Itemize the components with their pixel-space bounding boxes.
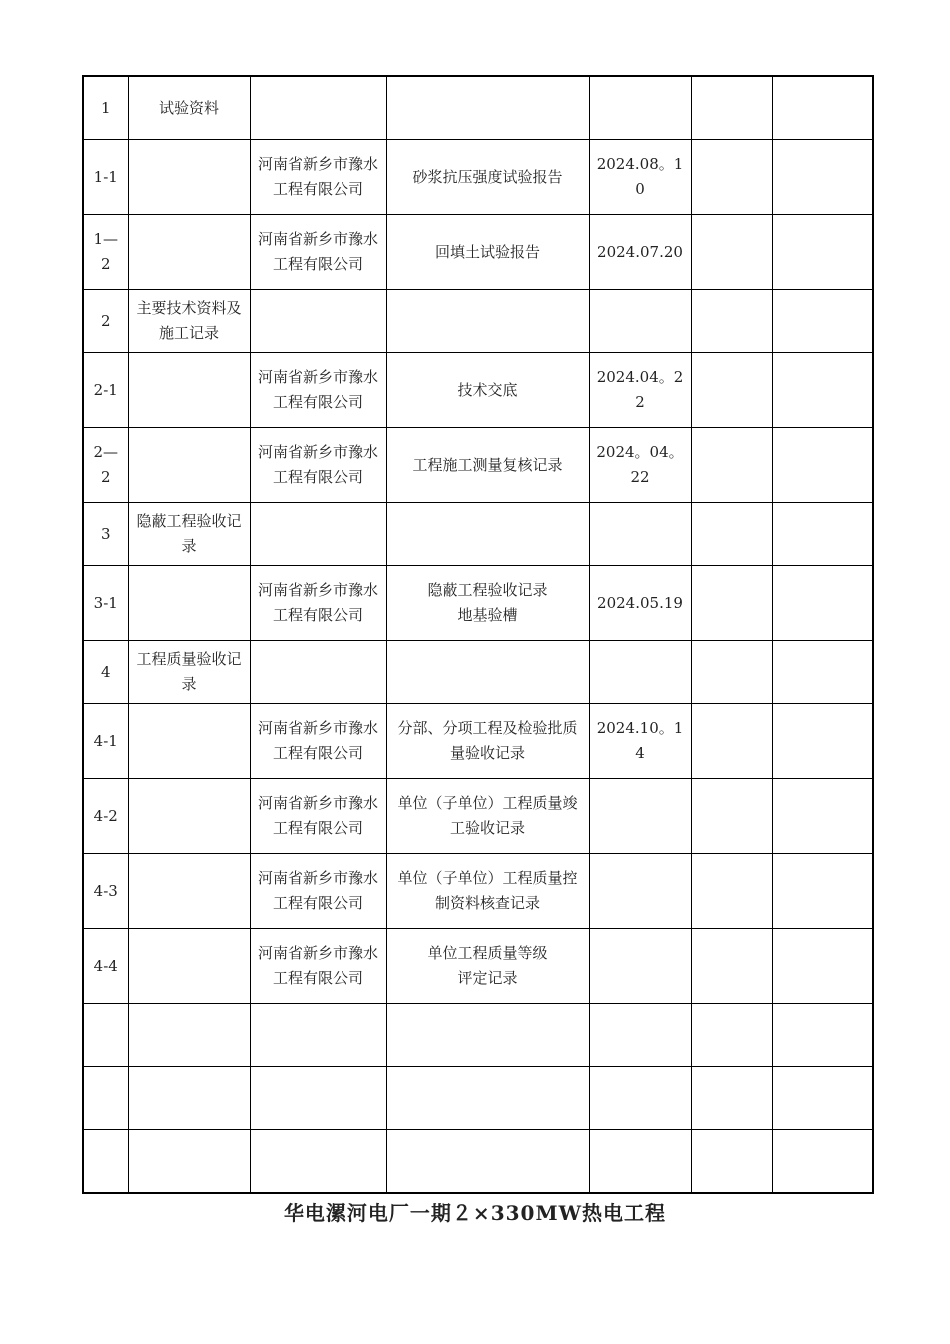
- unit-cell: 河南省新乡市豫水工程有限公司: [250, 704, 386, 779]
- item-number-cell: 3: [83, 503, 128, 566]
- date-cell: [589, 641, 691, 704]
- extra-cell-1: [691, 929, 772, 1004]
- extra-cell-1: [691, 566, 772, 641]
- unit-cell: 河南省新乡市豫水工程有限公司: [250, 779, 386, 854]
- date-cell: [589, 779, 691, 854]
- document-title-cell: [386, 641, 589, 704]
- extra-cell-1: [691, 854, 772, 929]
- item-number-cell: 4: [83, 641, 128, 704]
- unit-cell: [250, 641, 386, 704]
- category-cell: [128, 428, 250, 503]
- unit-cell: 河南省新乡市豫水工程有限公司: [250, 428, 386, 503]
- document-title-cell: [386, 1067, 589, 1130]
- category-cell: 主要技术资料及施工记录: [128, 290, 250, 353]
- date-cell: 2024.08。10: [589, 140, 691, 215]
- extra-cell-1: [691, 215, 772, 290]
- category-cell: [128, 854, 250, 929]
- date-cell: [589, 76, 691, 140]
- unit-cell: 河南省新乡市豫水工程有限公司: [250, 929, 386, 1004]
- extra-cell-2: [772, 140, 873, 215]
- extra-cell-1: [691, 140, 772, 215]
- extra-cell-1: [691, 503, 772, 566]
- date-cell: [589, 854, 691, 929]
- extra-cell-1: [691, 779, 772, 854]
- date-cell: 2024.10。14: [589, 704, 691, 779]
- category-cell: [128, 1004, 250, 1067]
- category-cell: [128, 215, 250, 290]
- extra-cell-1: [691, 1067, 772, 1130]
- item-number-cell: 4-2: [83, 779, 128, 854]
- unit-cell: [250, 1130, 386, 1194]
- date-cell: 2024.05.19: [589, 566, 691, 641]
- document-title-cell: 技术交底: [386, 353, 589, 428]
- category-cell: 工程质量验收记录: [128, 641, 250, 704]
- unit-cell: 河南省新乡市豫水工程有限公司: [250, 854, 386, 929]
- document-title-cell: 单位（子单位）工程质量控制资料核查记录: [386, 854, 589, 929]
- table-row: [83, 566, 873, 641]
- date-cell: [589, 929, 691, 1004]
- category-cell: [128, 1067, 250, 1130]
- table-row: [83, 353, 873, 428]
- unit-cell: [250, 290, 386, 353]
- extra-cell-2: [772, 566, 873, 641]
- category-cell: [128, 704, 250, 779]
- unit-cell: 河南省新乡市豫水工程有限公司: [250, 566, 386, 641]
- date-cell: [589, 1067, 691, 1130]
- item-number-cell: 2-1: [83, 353, 128, 428]
- table-row: [83, 854, 873, 929]
- table-row: [83, 1067, 873, 1130]
- item-number-cell: [83, 1067, 128, 1130]
- document-title-cell: [386, 76, 589, 140]
- table-row: [83, 290, 873, 353]
- document-title-cell: 单位工程质量等级 评定记录: [386, 929, 589, 1004]
- extra-cell-1: [691, 76, 772, 140]
- document-title-cell: [386, 503, 589, 566]
- item-number-cell: 4-3: [83, 854, 128, 929]
- document-title-cell: 工程施工测量复核记录: [386, 428, 589, 503]
- unit-cell: [250, 1004, 386, 1067]
- item-number-cell: 1-1: [83, 140, 128, 215]
- extra-cell-2: [772, 929, 873, 1004]
- item-number-cell: 4-4: [83, 929, 128, 1004]
- table-row: [83, 779, 873, 854]
- unit-cell: [250, 503, 386, 566]
- date-cell: 2024。04。22: [589, 428, 691, 503]
- extra-cell-2: [772, 503, 873, 566]
- item-number-cell: 1—2: [83, 215, 128, 290]
- category-cell: 隐蔽工程验收记录: [128, 503, 250, 566]
- extra-cell-1: [691, 353, 772, 428]
- item-number-cell: [83, 1130, 128, 1194]
- extra-cell-2: [772, 1004, 873, 1067]
- unit-cell: 河南省新乡市豫水工程有限公司: [250, 215, 386, 290]
- category-cell: [128, 353, 250, 428]
- extra-cell-1: [691, 641, 772, 704]
- project-footer: 华电漯河电厂一期２×330MW热电工程: [283, 1201, 667, 1225]
- extra-cell-1: [691, 1130, 772, 1194]
- table-row: [83, 704, 873, 779]
- extra-cell-1: [691, 704, 772, 779]
- item-number-cell: 2—2: [83, 428, 128, 503]
- document-title-cell: 分部、分项工程及检验批质量验收记录: [386, 704, 589, 779]
- item-number-cell: 1: [83, 76, 128, 140]
- category-cell: [128, 566, 250, 641]
- document-title-cell: [386, 290, 589, 353]
- date-cell: [589, 1130, 691, 1194]
- item-number-cell: 2: [83, 290, 128, 353]
- document-title-cell: [386, 1004, 589, 1067]
- extra-cell-2: [772, 428, 873, 503]
- extra-cell-2: [772, 641, 873, 704]
- category-cell: [128, 779, 250, 854]
- unit-cell: 河南省新乡市豫水工程有限公司: [250, 140, 386, 215]
- extra-cell-2: [772, 290, 873, 353]
- item-number-cell: 3-1: [83, 566, 128, 641]
- extra-cell-2: [772, 1130, 873, 1194]
- extra-cell-2: [772, 353, 873, 428]
- item-number-cell: [83, 1004, 128, 1067]
- unit-cell: [250, 76, 386, 140]
- date-cell: 2024.07.20: [589, 215, 691, 290]
- document-title-cell: 单位（子单位）工程质量竣工验收记录: [386, 779, 589, 854]
- date-cell: [589, 1004, 691, 1067]
- extra-cell-2: [772, 1067, 873, 1130]
- unit-cell: 河南省新乡市豫水工程有限公司: [250, 353, 386, 428]
- extra-cell-1: [691, 428, 772, 503]
- document-title-cell: 砂浆抗压强度试验报告: [386, 140, 589, 215]
- document-title-cell: 回填土试验报告: [386, 215, 589, 290]
- extra-cell-1: [691, 1004, 772, 1067]
- table-row: [83, 428, 873, 503]
- table-row: [83, 503, 873, 566]
- table-row: [83, 641, 873, 704]
- table-row: [83, 76, 873, 140]
- date-cell: 2024.04。22: [589, 353, 691, 428]
- unit-cell: [250, 1067, 386, 1130]
- document-title-cell: [386, 1130, 589, 1194]
- extra-cell-2: [772, 854, 873, 929]
- records-table-body: [83, 76, 873, 1193]
- table-row: [83, 1130, 873, 1194]
- table-row: [83, 929, 873, 1004]
- records-table: [82, 75, 874, 1194]
- item-number-cell: 4-1: [83, 704, 128, 779]
- category-cell: [128, 1130, 250, 1194]
- category-cell: [128, 140, 250, 215]
- extra-cell-2: [772, 76, 873, 140]
- table-row: [83, 215, 873, 290]
- table-row: [83, 1004, 873, 1067]
- extra-cell-1: [691, 290, 772, 353]
- category-cell: 试验资料: [128, 76, 250, 140]
- date-cell: [589, 503, 691, 566]
- extra-cell-2: [772, 704, 873, 779]
- extra-cell-2: [772, 779, 873, 854]
- document-title-cell: 隐蔽工程验收记录 地基验槽: [386, 566, 589, 641]
- date-cell: [589, 290, 691, 353]
- table-row: [83, 140, 873, 215]
- extra-cell-2: [772, 215, 873, 290]
- category-cell: [128, 929, 250, 1004]
